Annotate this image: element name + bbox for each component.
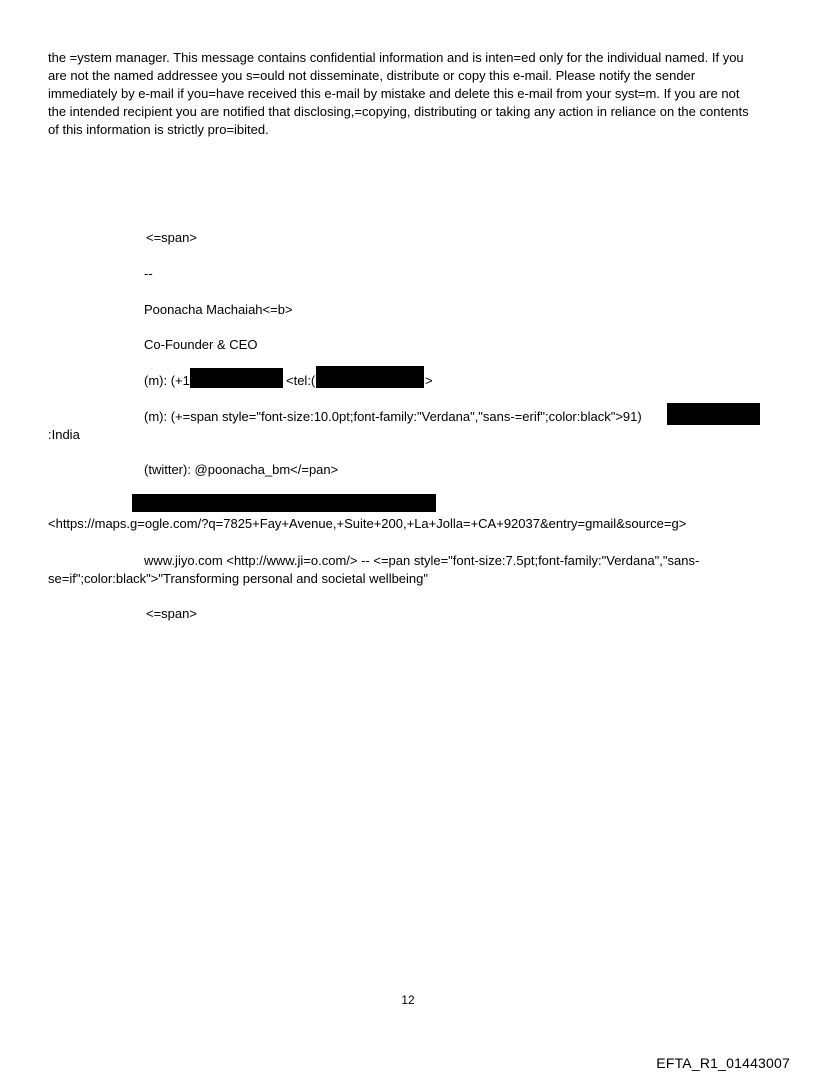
mobile-us-tel: <tel:(: [286, 373, 316, 388]
mobile-us-close: >: [425, 373, 433, 388]
twitter-handle: (twitter): @poonacha_bm</=pan>: [144, 462, 339, 477]
redaction-box: [667, 403, 760, 425]
mobile-india-suffix: :India: [48, 427, 80, 442]
website-line[interactable]: www.jiyo.com <http://www.ji=o.com/> -- <=pan style="font-size:7.5pt;font-family:"Verdana","sans-: [144, 553, 700, 568]
tagline-line: se=if";color:black">"Transforming personal and societal wellbeing": [48, 571, 429, 586]
signature-separator: --: [144, 266, 153, 281]
mobile-india: (m): (+=span style="font-size:10.0pt;font-family:"Verdana","sans-=erif";color:black">91): [144, 409, 642, 424]
maps-link[interactable]: <https://maps.g=ogle.com/?q=7825+Fay+Avenue,+Suite+200,+La+Jolla=+CA+92037&entry=gmail&source=g>: [48, 516, 687, 531]
redaction-box: [316, 366, 424, 388]
signature-name: Poonacha Machaiah<=b>: [144, 302, 293, 317]
mobile-us-prefix: (m): (+1: [144, 373, 190, 388]
page-number: 12: [401, 993, 415, 1007]
signature-title: Co-Founder & CEO: [144, 337, 258, 352]
span-open-tag: <=span>: [146, 230, 197, 245]
document-id: EFTA_R1_01443007: [656, 1055, 790, 1071]
redaction-box: [132, 494, 436, 512]
disclaimer-paragraph: the =ystem manager. This message contains confidential information and is inten=ed only for the individual named. If you are not the named addressee you s=ould not disseminate, distribute or copy this e-mail. Please notify the sender immediately by e-mail if you=have received this e-mail by mistake and delete this e-mail from your syst=m. If you are not the intended recipient you are notified that disclosing,=copying, distributing or taking any action in reliance on the contents of this information is strictly pro=ibited.: [48, 50, 749, 137]
redaction-box: [190, 368, 283, 388]
span-close-tag: <=span>: [146, 606, 197, 621]
